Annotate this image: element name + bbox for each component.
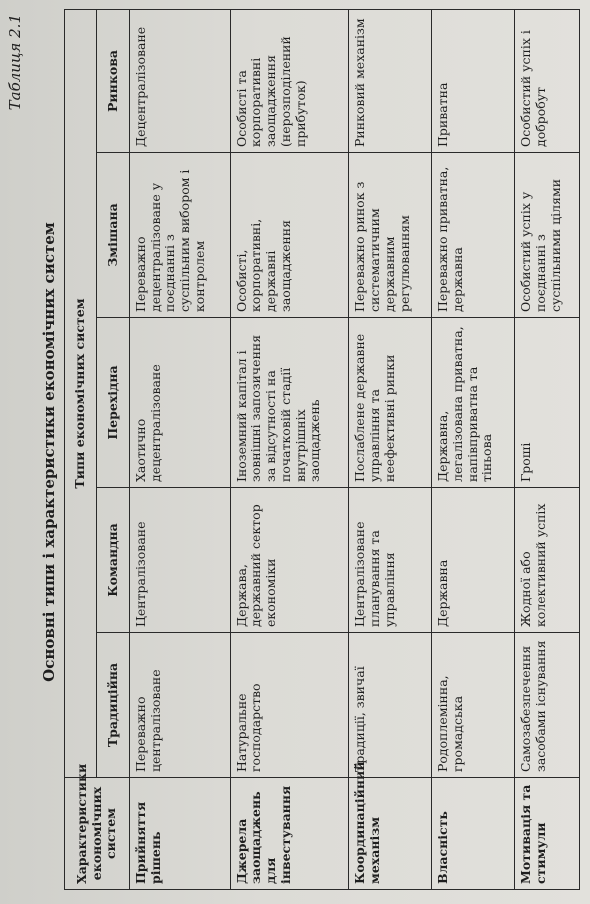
header-row-columns <box>97 9 129 889</box>
table-cell: Традиції, звичаї <box>349 633 432 778</box>
table-cell: Держава, державний сектор економіки <box>230 488 349 633</box>
table-cell: Централізоване планування та управління <box>349 488 432 633</box>
table-cell: Натуральне господарство <box>230 633 349 778</box>
table-cell: Переважно ринок з систематичним державним регулюванням <box>349 153 432 318</box>
table-cell: Децентралізоване <box>129 9 230 152</box>
row-label: Прийняття рішень <box>129 778 230 890</box>
table-cell: Переважно приватна, державна <box>432 153 515 318</box>
table-cell: Іноземний капітал і зовнішні запозичення за відсутності на початковій стадії внутрішніх заощаджень <box>230 318 349 488</box>
table-row <box>432 9 515 889</box>
table-cell: Родоплемінна, громадська <box>432 633 515 778</box>
table-cell: Переважно децентралізоване у поєднанні з суспільним вибором і контролем <box>129 153 230 318</box>
table-cell: Послаблене державне управління та неефективні ринки <box>349 318 432 488</box>
table-cell: Переважно централізоване <box>129 633 230 778</box>
row-label: Координаційний механізм <box>349 778 432 890</box>
table-cell: Особисті, корпоративні, державні заощадження <box>230 153 349 318</box>
table-cell: Хаотично децентралізоване <box>129 318 230 488</box>
table-row <box>129 9 230 889</box>
table-cell: Жодної або колективний успіх <box>515 488 580 633</box>
group-header: Типи економічних систем <box>65 9 97 777</box>
header-row-group <box>65 9 97 889</box>
column-header: Командна <box>97 488 129 633</box>
table-cell: Державна <box>432 488 515 633</box>
row-label: Власність <box>432 778 515 890</box>
table-title: Основні типи і характеристики економічних систем <box>40 222 58 682</box>
corner-header: Характеристики економічних систем <box>65 778 130 890</box>
table-cell: Особистий успіх у поєднанні з суспільними цілями <box>515 153 580 318</box>
column-header: Ринкова <box>97 9 129 152</box>
table-cell: Приватна <box>432 9 515 152</box>
table-cell: Централізоване <box>129 488 230 633</box>
table-cell: Особисті та корпоративні заощадження (нерозподілений прибуток) <box>230 9 349 152</box>
table-row <box>515 9 580 889</box>
table-cell: Особистий успіх і добробут <box>515 9 580 152</box>
table-cell: Державна, легалізована приватна, напівприватна та тіньова <box>432 318 515 488</box>
table-cell: Самозабезпечення засобами існування <box>515 633 580 778</box>
column-header: Перехідна <box>97 318 129 488</box>
row-label: Мотивація та стимули <box>515 778 580 890</box>
table-row <box>349 9 432 889</box>
row-label: Джерела заощаджень для інвестування <box>230 778 349 890</box>
column-header: Традиційна <box>97 633 129 778</box>
table-caption: Таблиця 2.1 <box>6 14 24 111</box>
economic-systems-table <box>64 9 580 890</box>
column-header: Змішана <box>97 153 129 318</box>
table-cell: Ринковий механізм <box>349 9 432 152</box>
table-row <box>230 9 349 889</box>
table-cell: Гроші <box>515 318 580 488</box>
